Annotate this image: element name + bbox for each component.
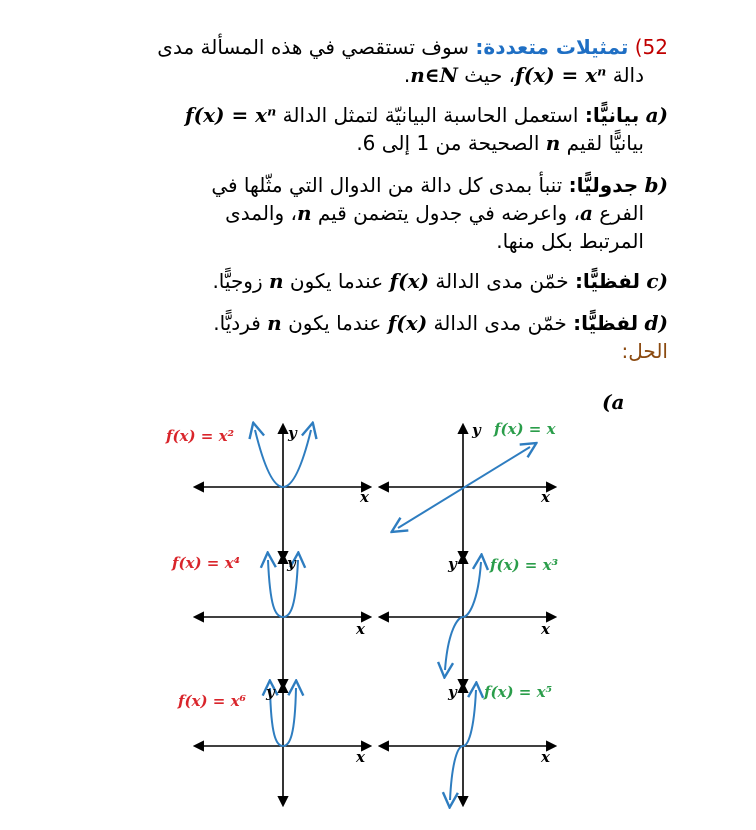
graph-square (165, 424, 370, 560)
graph-cube-x-label: x (541, 620, 550, 638)
problem-title: تمثيلات متعددة: (475, 35, 629, 59)
part-a-text-1: استعمل الحاسبة البيانيّة لتمثل الدالة (276, 103, 585, 127)
graph-fifth-x-label: x (541, 748, 550, 766)
part-c-var: n (268, 269, 284, 293)
graph-linear-label: f(x) = x (494, 420, 556, 438)
graph-sixth-x-label: x (356, 748, 365, 766)
part-b-text-2-pre: الفرع (592, 201, 644, 225)
part-b-text-2-post: ، والمدى (225, 201, 297, 225)
graph-linear (380, 420, 557, 560)
graph-fourth-label: f(x) = x⁴ (172, 554, 241, 572)
graph-fourth-y-label: y (287, 554, 296, 572)
part-b-letter: b) (644, 173, 668, 197)
problem-condition: n∈N (410, 63, 458, 87)
part-a-function: f(x) = xⁿ (185, 103, 277, 127)
graph-fourth-x-label: x (356, 620, 365, 638)
graph-cube-label: f(x) = x³ (490, 556, 559, 574)
part-c-text-2: عندما يكون (283, 269, 390, 293)
graph-square-x-label: x (360, 488, 369, 506)
part-d-letter: d) (644, 311, 668, 335)
part-a-text-2-pre: بيانيًّا لقيم (560, 131, 644, 155)
part-b-text-2-mid: ، واعرضه في جدول يتضمن قيم (311, 201, 580, 225)
problem-intro-2-prefix: دالة (606, 63, 644, 87)
part-b-text-3: المرتبط بكل منها. (496, 229, 644, 253)
graph-square-label: f(x) = x² (166, 427, 235, 445)
graph-fifth (380, 683, 555, 805)
part-d-var: n (267, 311, 282, 335)
part-a-letter: a) (645, 103, 668, 127)
part-c-letter: c) (646, 269, 668, 293)
graph-fifth-label: f(x) = x⁵ (484, 683, 553, 701)
part-b-text-1: تنبأ بمدى كل دالة من الدوال التي مثّلها في (211, 173, 569, 197)
graph-cube-y-label: y (448, 555, 457, 573)
solution-label: الحل: (621, 339, 668, 363)
graph-sixth (177, 683, 370, 805)
graph-square-y-label: y (288, 424, 297, 442)
part-c-function: f(x) (389, 269, 429, 293)
graph-sixth-label: f(x) = x⁶ (178, 692, 247, 710)
solution-part-label: (a (602, 390, 625, 414)
graph-fifth-y-label: y (448, 683, 457, 701)
part-b-var: n (296, 201, 312, 225)
part-a-text-2-post: الصحيحة من 1 إلى 6. (356, 131, 546, 155)
part-d-text-1: خمّن مدى الدالة (427, 311, 574, 335)
graph-sixth-y-label: y (266, 683, 275, 701)
graph-linear-y-label: y (472, 421, 481, 439)
part-d-text-2: عندما يكون (281, 311, 388, 335)
problem-intro-2-mid: ، حيث (457, 63, 516, 87)
problem-intro-2-end: . (403, 63, 411, 87)
part-a-label: بيانيًّا: (584, 103, 640, 127)
part-c-text-1: خمّن مدى الدالة (428, 269, 575, 293)
problem-function: f(x) = xⁿ (515, 63, 607, 87)
problem-intro-1: سوف تستقصي في هذه المسألة مدى (157, 35, 476, 59)
part-c-text-3: زوجيًّا. (212, 269, 269, 293)
graph-fourth (171, 554, 370, 688)
part-c-label: لفظيًّا: (574, 269, 640, 293)
part-b-label: جدوليًّا: (568, 173, 639, 197)
part-d-label: لفظيًّا: (573, 311, 639, 335)
graph-linear-x-label: x (541, 488, 550, 506)
part-d-text-3: فرديًّا. (213, 311, 268, 335)
part-d-function: f(x) (387, 311, 428, 335)
part-a-var: n (545, 131, 561, 155)
part-b-ref: a (579, 201, 593, 225)
problem-number: 52) (634, 35, 668, 59)
graph-cube (380, 555, 559, 688)
